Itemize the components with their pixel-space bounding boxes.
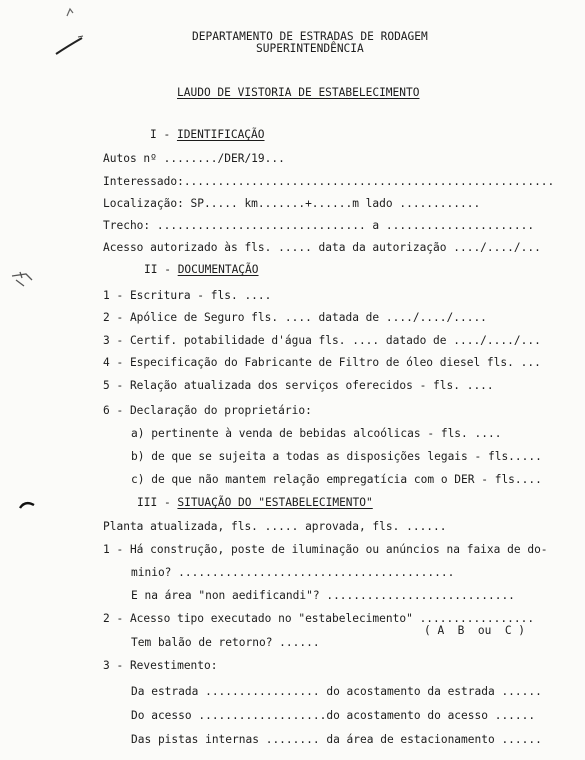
section-1-title: IDENTIFICAÇÃO (176, 128, 265, 141)
document-title: LAUDO DE VISTORIA DE ESTABELECIMENTO (177, 86, 420, 99)
section-3-number: III - (137, 496, 178, 509)
pen-stroke-mark (54, 34, 84, 56)
section-3-title: SITUAÇÃO DO "ESTABELECIMENTO" (177, 496, 373, 509)
section-2-title: DOCUMENTAÇÃO (177, 263, 259, 276)
doc-item-5: 5 - Relação atualizada dos serviços oferecidos - fls. .... (103, 379, 494, 392)
section-1-heading (150, 128, 265, 142)
doc-subitem-c: c) de que não mantem relação empregatícia com o DER - fls.... (131, 473, 542, 486)
doc-item-2: 2 - Apólice de Seguro fls. .... datada de ..../..../..... (103, 311, 487, 324)
section-2-number: II - (144, 263, 178, 276)
field-acesso-autorizado: Acesso autorizado às fls. ..... data da autorização ..../..../... (103, 241, 541, 254)
doc-item-3: 3 - Certif. potabilidade d'água fls. .... datado de ..../..../... (103, 334, 541, 347)
scan-speck-top (66, 2, 74, 12)
situacao-item-2-balao: Tem balão de retorno? ...... (131, 636, 320, 649)
field-localizacao: Localização: SP..... km.......+......m lado ............ (103, 197, 481, 210)
situacao-item-3: 3 - Revestimento: (103, 659, 218, 672)
department-subtitle: SUPERINTENDÊNCIA (256, 42, 364, 55)
section-3-heading (137, 496, 373, 510)
field-trecho: Trecho: ............................... a ...................... (103, 219, 535, 232)
doc-subitem-a: a) pertinente à venda de bebidas alcoólicas - fls. .... (131, 427, 502, 440)
doc-item-6: 6 - Declaração do proprietário: (103, 404, 312, 417)
margin-smudge-mark (8, 268, 36, 290)
situacao-item-2: 2 - Acesso tipo executado no "estabelecimento" ................. (103, 612, 535, 625)
situacao-item-1-cont: minio? ......................................... (131, 566, 455, 579)
situacao-item-1: 1 - Há construção, poste de iluminação ou anúncios na faixa de do- (103, 543, 548, 556)
planta-line: Planta atualizada, fls. ..... aprovada, fls. ...... (103, 520, 447, 533)
revestimento-estrada: Da estrada ................. do acostamento da estrada ...... (131, 685, 542, 698)
field-interessado: Interessado:....................................................... (103, 175, 555, 188)
revestimento-acesso: Do acesso ...................do acostamento do acesso ...... (131, 709, 536, 722)
situacao-item-1-non-aedificandi: E na área "non aedificandi"? ............................ (131, 589, 515, 602)
acesso-tipo-options: ( A B ou C ) (424, 624, 526, 637)
field-autos: Autos nº ......../DER/19... (103, 152, 285, 165)
margin-hook-mark (18, 496, 38, 508)
doc-item-1: 1 - Escritura - fls. .... (103, 289, 272, 302)
revestimento-pistas-internas: Das pistas internas ........ da área de estacionamento ...... (131, 733, 542, 746)
section-1-number: I - (150, 128, 177, 141)
section-2-heading (144, 263, 259, 277)
doc-item-4: 4 - Especificação do Fabricante de Filtro de óleo diesel fls. ... (103, 356, 541, 369)
department-name: DEPARTAMENTO DE ESTRADAS DE RODAGEM (192, 30, 428, 43)
doc-subitem-b: b) de que se sujeita a todas as disposições legais - fls..... (131, 450, 542, 463)
